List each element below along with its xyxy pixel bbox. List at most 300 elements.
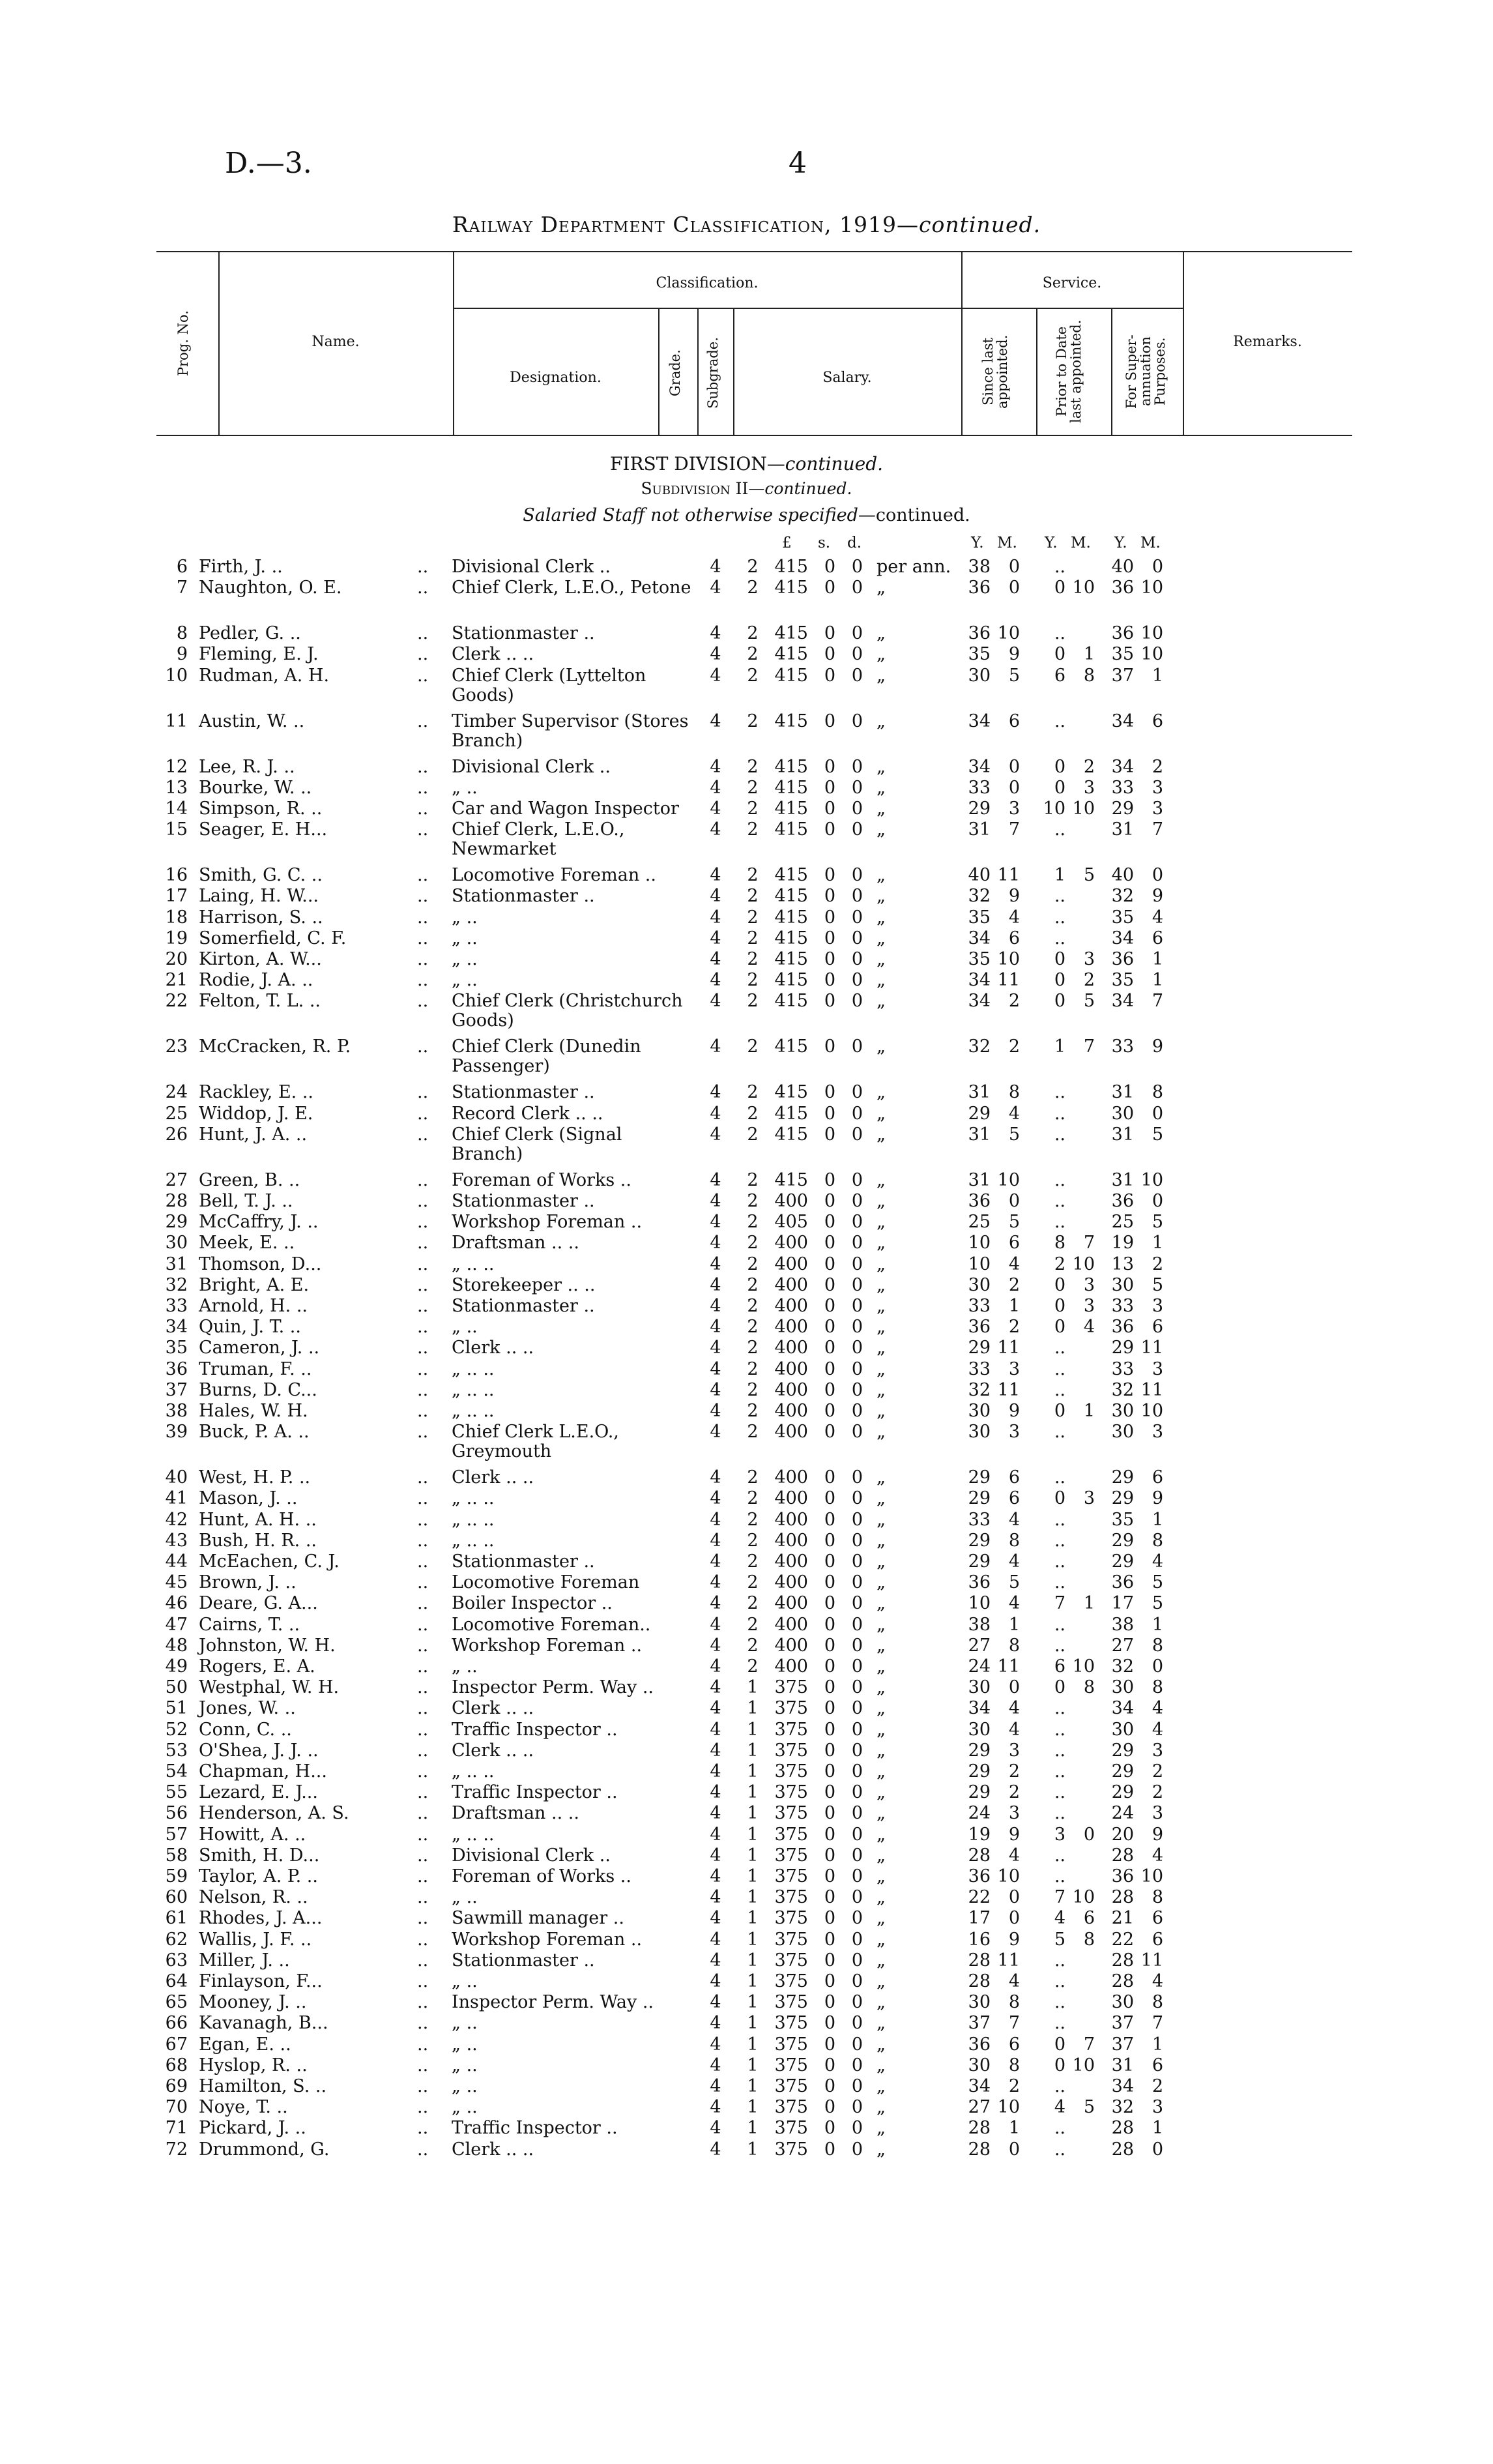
staff-name: Mason, J. ..: [199, 1488, 298, 1509]
subgrade: 2: [747, 1656, 759, 1677]
designation: Locomotive Foreman: [452, 1572, 640, 1593]
grade: 4: [710, 1551, 721, 1572]
designation: „ .. ..: [452, 1401, 495, 1421]
salary-pence: 0: [851, 928, 863, 948]
salary-pence: 0: [851, 777, 863, 798]
salary-pounds: 415: [774, 991, 808, 1012]
salary-period: „: [877, 1082, 886, 1103]
salary-period: „: [877, 1191, 886, 1211]
staff-name: Simpson, R. ..: [199, 799, 323, 819]
salary-pence: 0: [851, 1887, 863, 1908]
leader-dots: ..: [417, 623, 429, 644]
salary-shillings: 0: [824, 2076, 835, 2096]
prior-years: ..: [1054, 2139, 1065, 2160]
salary-shillings: 0: [824, 1551, 835, 1572]
prog-number: 41: [165, 1488, 188, 1509]
since-last-months: 10: [997, 949, 1020, 969]
staff-name: Laing, H. W...: [199, 886, 319, 907]
since-last-months: 7: [1008, 819, 1020, 840]
salary-pence: 0: [851, 1551, 863, 1572]
staff-name: Deare, G. A...: [199, 1593, 318, 1614]
superannuation-years: 35: [1111, 907, 1134, 928]
salary-period: „: [877, 1803, 886, 1824]
leader-dots: ..: [417, 1338, 429, 1358]
since-last-years: 28: [968, 2118, 991, 2139]
leader-dots: ..: [417, 1488, 429, 1509]
salary-pounds: 400: [774, 1635, 808, 1656]
leader-dots: ..: [417, 1614, 429, 1635]
header-rule: [1111, 308, 1112, 435]
since-last-months: 2: [1008, 2076, 1020, 2096]
subgrade: 2: [747, 1254, 759, 1274]
leader-dots: ..: [417, 928, 429, 948]
leader-dots: ..: [417, 2139, 429, 2160]
superannuation-years: 19: [1111, 1233, 1134, 1254]
salary-pence: 0: [851, 1124, 863, 1145]
staff-name: Arnold, H. ..: [199, 1296, 308, 1316]
subgrade: 1: [747, 1677, 759, 1698]
superannuation-years: 29: [1111, 1761, 1134, 1782]
division-title: FIRST DIVISION—: [609, 453, 785, 475]
since-last-months: 2: [1008, 1317, 1020, 1338]
salary-shillings: 0: [824, 991, 835, 1012]
salary-period: „: [877, 1233, 886, 1254]
salary-shillings: 0: [824, 819, 835, 840]
prog-number: 42: [165, 1509, 188, 1530]
salary-pence: 0: [851, 1950, 863, 1971]
division-heading: [0, 453, 1493, 475]
grade: 4: [710, 865, 721, 886]
staff-name: Egan, E. ..: [199, 2034, 291, 2055]
since-last-years: 32: [968, 1036, 991, 1057]
superannuation-years: 27: [1111, 1635, 1134, 1656]
salary-period: „: [877, 1509, 886, 1530]
since-last-years: 34: [968, 2076, 991, 2096]
prior-months: 1: [1083, 1593, 1095, 1614]
salary-shillings: 0: [824, 1036, 835, 1057]
designation: „ ..: [452, 2013, 478, 2034]
salary-shillings: 0: [824, 907, 835, 928]
salary-pounds: 375: [774, 1992, 808, 2013]
leader-dots: ..: [417, 970, 429, 991]
leader-dots: ..: [417, 1593, 429, 1614]
staff-name: Mooney, J. ..: [199, 1992, 307, 2013]
since-last-years: 28: [968, 2139, 991, 2160]
designation: Traffic Inspector ..: [452, 1782, 618, 1803]
salary-pence: 0: [851, 1677, 863, 1698]
subgrade: 2: [747, 756, 759, 777]
subgrade: 1: [747, 1782, 759, 1803]
prior-months: 3: [1083, 1274, 1095, 1295]
grade: 4: [710, 819, 721, 840]
salary-period: „: [877, 819, 886, 840]
staff-heading: [0, 505, 1493, 525]
salary-period: „: [877, 756, 886, 777]
superannuation-years: 28: [1111, 1950, 1134, 1971]
prog-number: 32: [165, 1274, 188, 1295]
salary-pence: 0: [851, 2034, 863, 2055]
classification-header: Classification.: [656, 275, 759, 291]
salary-pounds: 400: [774, 1593, 808, 1614]
superannuation-months: 11: [1140, 1379, 1163, 1400]
grade: 4: [710, 1317, 721, 1338]
salary-period: „: [877, 711, 886, 731]
leader-dots: ..: [417, 1036, 429, 1057]
since-last-years: 34: [968, 1698, 991, 1719]
since-last-months: 11: [997, 1338, 1020, 1358]
grade: 4: [710, 644, 721, 665]
months-label: M.: [1071, 535, 1091, 551]
salary-pounds: 400: [774, 1656, 808, 1677]
since-last-years: 36: [968, 623, 991, 644]
salary-pence: 0: [851, 991, 863, 1012]
designation: Traffic Inspector ..: [452, 1719, 618, 1740]
salary-pence: 0: [851, 665, 863, 686]
subgrade: 2: [747, 1614, 759, 1635]
salary-pounds: 375: [774, 1866, 808, 1886]
since-last-years: 17: [968, 1908, 991, 1929]
prior-years: 1: [1054, 1036, 1065, 1057]
leader-dots: ..: [417, 665, 429, 686]
leader-dots: ..: [417, 711, 429, 731]
since-last-years: 34: [968, 928, 991, 948]
superannuation-months: 5: [1152, 1274, 1163, 1295]
salary-shillings: 0: [824, 2097, 835, 2118]
prog-number: 55: [165, 1782, 188, 1803]
salary-pence: 0: [851, 1488, 863, 1509]
designation: Clerk .. ..: [452, 1338, 534, 1358]
salary-period: „: [877, 1551, 886, 1572]
superannuation-years: 35: [1111, 1509, 1134, 1530]
staff-name: Austin, W. ..: [199, 711, 305, 731]
staff-name: Johnston, W. H.: [199, 1635, 336, 1656]
superannuation-months: 10: [1140, 1401, 1163, 1421]
superannuation-months: 2: [1152, 1782, 1163, 1803]
salary-pence: 0: [851, 819, 863, 840]
prog-number: 29: [165, 1212, 188, 1233]
designation: „ ..: [452, 949, 478, 969]
grade: 4: [710, 1124, 721, 1145]
staff-name: Conn, C. ..: [199, 1719, 292, 1740]
superannuation-years: 38: [1111, 1614, 1134, 1635]
designation: „ .. ..: [452, 1254, 495, 1274]
salary-pence: 0: [851, 1296, 863, 1316]
grade: 4: [710, 1845, 721, 1866]
salary-pence: 0: [851, 907, 863, 928]
staff-name: Pickard, J. ..: [199, 2118, 306, 2139]
salary-pounds: 375: [774, 2055, 808, 2075]
superannuation-months: 3: [1152, 1358, 1163, 1379]
designation-header: Designation.: [510, 370, 602, 386]
superannuation-months: 9: [1152, 1036, 1163, 1057]
staff-title: Salaried Staff not otherwise specified—: [523, 505, 876, 525]
since-last-years: 10: [968, 1254, 991, 1274]
staff-name: Green, B. ..: [199, 1169, 300, 1190]
salary-pence: 0: [851, 1782, 863, 1803]
salary-pence: 0: [851, 1530, 863, 1551]
salary-period: „: [877, 1971, 886, 1991]
since-last-years: 33: [968, 1358, 991, 1379]
prior-years: 0: [1054, 756, 1065, 777]
prior-years: ..: [1054, 711, 1065, 731]
prog-number: 12: [165, 756, 188, 777]
since-last-months: 3: [1008, 1803, 1020, 1824]
leader-dots: ..: [417, 1677, 429, 1698]
salary-period: „: [877, 1635, 886, 1656]
staff-name: Truman, F. ..: [199, 1358, 312, 1379]
salary-period: „: [877, 1614, 886, 1635]
prog-number: 31: [165, 1254, 188, 1274]
grade: 4: [710, 1254, 721, 1274]
salary-pence: 0: [851, 1379, 863, 1400]
grade: 4: [710, 1422, 721, 1443]
since-last-months: 2: [1008, 991, 1020, 1012]
subgrade: 2: [747, 1169, 759, 1190]
leader-dots: ..: [417, 1274, 429, 1295]
grade: 4: [710, 1719, 721, 1740]
designation: Stationmaster ..: [452, 1191, 595, 1211]
salary-period: „: [877, 1887, 886, 1908]
staff-name: Kirton, A. W...: [199, 949, 322, 969]
salary-pounds: 415: [774, 756, 808, 777]
grade: 4: [710, 1971, 721, 1991]
staff-name: Westphal, W. H.: [199, 1677, 340, 1698]
since-last-years: 31: [968, 819, 991, 840]
since-last-years: 31: [968, 1124, 991, 1145]
header-rule: [1036, 308, 1037, 435]
prior-years: 0: [1054, 970, 1065, 991]
designation: „ ..: [452, 1887, 478, 1908]
since-last-years: 35: [968, 907, 991, 928]
prog-no-header: Prog. No.: [175, 310, 191, 377]
designation: Inspector Perm. Way ..: [452, 1992, 654, 2013]
superannuation-months: 2: [1152, 756, 1163, 777]
grade: 4: [710, 928, 721, 948]
prior-months: 3: [1083, 777, 1095, 798]
salary-period: „: [877, 1698, 886, 1719]
prior-years: ..: [1054, 1103, 1065, 1124]
prior-years: ..: [1054, 928, 1065, 948]
document-reference: D.—3.: [225, 147, 312, 180]
staff-name: Lezard, E. J...: [199, 1782, 318, 1803]
grade: 4: [710, 1593, 721, 1614]
salary-period: „: [877, 665, 886, 686]
since-last-years: 28: [968, 1845, 991, 1866]
salary-pence: 0: [851, 886, 863, 907]
superannuation-months: 8: [1152, 1635, 1163, 1656]
prog-number: 9: [176, 644, 188, 665]
superannuation-years: 30: [1111, 1677, 1134, 1698]
grade: 4: [710, 2097, 721, 2118]
staff-suffix: continued.: [875, 505, 970, 525]
salary-period: „: [877, 1677, 886, 1698]
since-last-months: 9: [1008, 1929, 1020, 1950]
designation: Car and Wagon Inspector: [452, 799, 679, 819]
grade: 4: [710, 1379, 721, 1400]
superannuation-months: 6: [1152, 928, 1163, 948]
since-last-months: 3: [1008, 1422, 1020, 1443]
since-last-months: 5: [1008, 1124, 1020, 1145]
designation: „ ..: [452, 907, 478, 928]
salary-pounds: 415: [774, 1124, 808, 1145]
salary-pounds: 400: [774, 1401, 808, 1421]
superannuation-years: 28: [1111, 2139, 1134, 2160]
leader-dots: ..: [417, 1719, 429, 1740]
leader-dots: ..: [417, 1467, 429, 1488]
since-last-months: 5: [1008, 1572, 1020, 1593]
salary-pence: 0: [851, 1635, 863, 1656]
prog-number: 8: [176, 623, 188, 644]
designation: Chief Clerk (Dunedin Passenger): [452, 1036, 641, 1077]
superannuation-months: 0: [1152, 1103, 1163, 1124]
designation: Clerk .. ..: [452, 1467, 534, 1488]
designation: Workshop Foreman ..: [452, 1212, 643, 1233]
staff-name: Miller, J. ..: [199, 1950, 290, 1971]
since-last-years: 29: [968, 1782, 991, 1803]
superannuation-months: 3: [1152, 1740, 1163, 1761]
subgrade: 2: [747, 1036, 759, 1057]
superannuation-months: 2: [1152, 1761, 1163, 1782]
grade: 4: [710, 1169, 721, 1190]
superannuation-years: 29: [1111, 1488, 1134, 1509]
salary-period: „: [877, 1124, 886, 1145]
since-last-years: 29: [968, 1103, 991, 1124]
staff-name: Firth, J. ..: [199, 557, 283, 577]
salary-pence: 0: [851, 711, 863, 731]
prog-number: 14: [165, 799, 188, 819]
since-last-months: 8: [1008, 1635, 1020, 1656]
since-last-years: 29: [968, 1467, 991, 1488]
since-last-years: 19: [968, 1824, 991, 1845]
designation: „ ..: [452, 2076, 478, 2096]
salary-pounds: 400: [774, 1317, 808, 1338]
salary-pence: 0: [851, 2139, 863, 2160]
prior-years: ..: [1054, 1191, 1065, 1211]
prog-number: 48: [165, 1635, 188, 1656]
staff-name: Bell, T. J. ..: [199, 1191, 293, 1211]
leader-dots: ..: [417, 799, 429, 819]
superannuation-months: 6: [1152, 1929, 1163, 1950]
salary-period: „: [877, 1036, 886, 1057]
since-last-months: 0: [1008, 1191, 1020, 1211]
leader-dots: ..: [417, 1358, 429, 1379]
prior-years: ..: [1054, 1509, 1065, 1530]
salary-period: „: [877, 1379, 886, 1400]
since-last-months: 1: [1008, 2118, 1020, 2139]
prog-number: 67: [165, 2034, 188, 2055]
leader-dots: ..: [417, 1082, 429, 1103]
prog-number: 39: [165, 1422, 188, 1443]
since-last-months: 8: [1008, 1082, 1020, 1103]
staff-name: Smith, H. D...: [199, 1845, 320, 1866]
prog-number: 21: [165, 970, 188, 991]
grade: 4: [710, 2076, 721, 2096]
salary-period: „: [877, 1488, 886, 1509]
salary-pence: 0: [851, 644, 863, 665]
salary-shillings: 0: [824, 1169, 835, 1190]
salary-pence: 0: [851, 1169, 863, 1190]
salary-period: „: [877, 1254, 886, 1274]
prior-years: 6: [1054, 1656, 1065, 1677]
salary-shillings: 0: [824, 1401, 835, 1421]
salary-pounds: 400: [774, 1467, 808, 1488]
prior-years: ..: [1054, 886, 1065, 907]
salary-pence: 0: [851, 2013, 863, 2034]
since-last-months: 0: [1008, 1887, 1020, 1908]
prog-number: 69: [165, 2076, 188, 2096]
since-last-months: 4: [1008, 1845, 1020, 1866]
salary-period: „: [877, 949, 886, 969]
prior-months: 3: [1083, 1488, 1095, 1509]
superannuation-years: 29: [1111, 1740, 1134, 1761]
salary-pounds: 375: [774, 1908, 808, 1929]
superannuation-header: For Super-annuation Purposes.: [1123, 334, 1168, 409]
grade: 4: [710, 1103, 721, 1124]
designation: „ ..: [452, 1656, 478, 1677]
prior-years: ..: [1054, 1169, 1065, 1190]
subgrade: 1: [747, 1929, 759, 1950]
salary-shillings: 0: [824, 1082, 835, 1103]
superannuation-years: 36: [1111, 578, 1134, 598]
prior-years: ..: [1054, 1740, 1065, 1761]
salary-shillings: 0: [824, 1761, 835, 1782]
since-last-months: 3: [1008, 1358, 1020, 1379]
salary-period: „: [877, 623, 886, 644]
subgrade: 2: [747, 1551, 759, 1572]
prog-number: 53: [165, 1740, 188, 1761]
subgrade: 1: [747, 1950, 759, 1971]
salary-pounds: 375: [774, 1719, 808, 1740]
prior-months: 6: [1083, 1908, 1095, 1929]
since-last-years: 37: [968, 2013, 991, 2034]
salary-pounds: 405: [774, 1212, 808, 1233]
staff-name: Rudman, A. H.: [199, 665, 330, 686]
leader-dots: ..: [417, 1317, 429, 1338]
leader-dots: ..: [417, 2076, 429, 2096]
salary-pounds: 375: [774, 1761, 808, 1782]
leader-dots: ..: [417, 1656, 429, 1677]
superannuation-years: 34: [1111, 756, 1134, 777]
salary-shillings: 0: [824, 1740, 835, 1761]
salary-period: per ann.: [877, 557, 951, 577]
superannuation-years: 34: [1111, 2076, 1134, 2096]
superannuation-years: 36: [1111, 949, 1134, 969]
salary-period: „: [877, 970, 886, 991]
salary-pounds: 400: [774, 1191, 808, 1211]
subgrade: 2: [747, 991, 759, 1012]
superannuation-years: 34: [1111, 928, 1134, 948]
staff-name: Noye, T. ..: [199, 2097, 288, 2118]
prog-number: 63: [165, 1950, 188, 1971]
superannuation-months: 2: [1152, 2076, 1163, 2096]
salary-shillings: 0: [824, 1379, 835, 1400]
salary-pence: 0: [851, 1338, 863, 1358]
superannuation-years: 28: [1111, 1845, 1134, 1866]
page-title: [0, 212, 1493, 237]
salary-shillings: 0: [824, 665, 835, 686]
salary-period: „: [877, 2034, 886, 2055]
since-last-years: 38: [968, 557, 991, 577]
designation: Locomotive Foreman ..: [452, 865, 656, 886]
subgrade: 2: [747, 907, 759, 928]
salary-pounds: 415: [774, 1036, 808, 1057]
subgrade: 1: [747, 1698, 759, 1719]
prog-number: 26: [165, 1124, 188, 1145]
salary-pence: 0: [851, 1845, 863, 1866]
subgrade: 2: [747, 1103, 759, 1124]
grade: 4: [710, 1296, 721, 1316]
since-last-months: 0: [1008, 578, 1020, 598]
